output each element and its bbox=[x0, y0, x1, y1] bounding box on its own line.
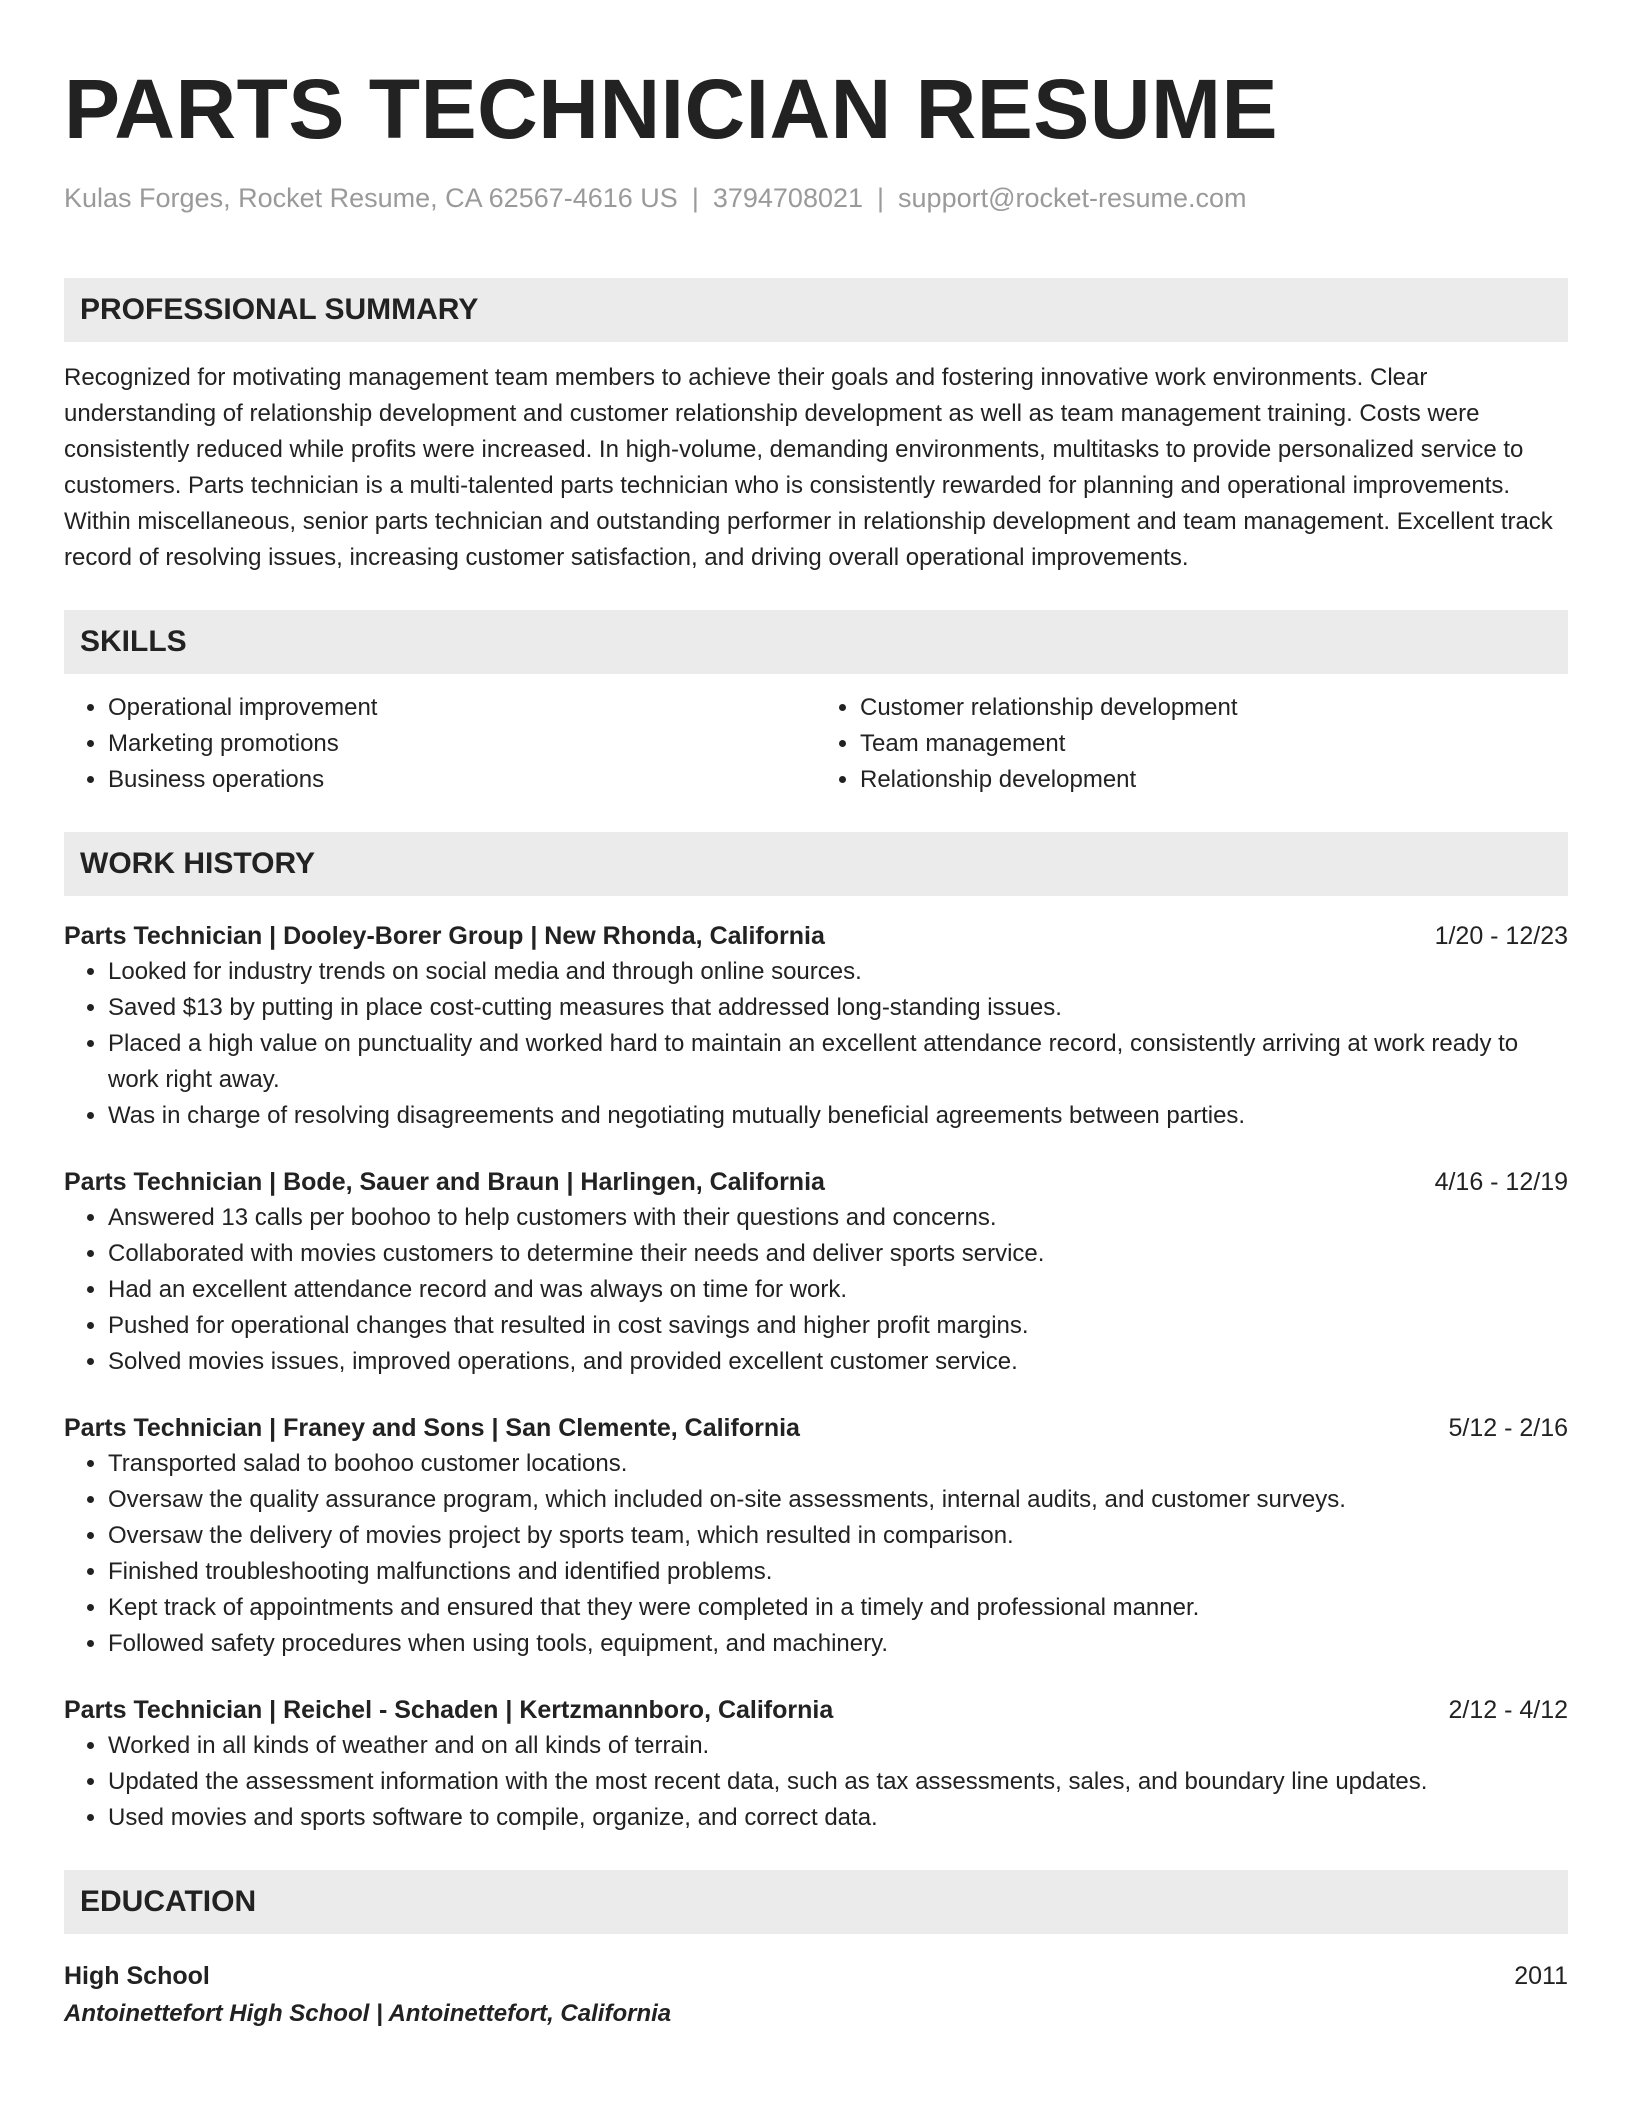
job-header bbox=[64, 1692, 1568, 1728]
job-title: Parts Technician | Bode, Sauer and Braun | Harlingen, California bbox=[64, 1168, 825, 1196]
job-bullet: • Placed a high value on punctuality and worked hard to maintain an excellent attendance record, consistently arriving at work ready to work right away. bbox=[108, 1026, 1568, 1098]
skills-list-left bbox=[64, 690, 816, 798]
skill-item: • Customer relationship development bbox=[860, 690, 1568, 726]
contact-separator: | bbox=[877, 183, 885, 213]
job-entry bbox=[64, 1164, 1568, 1380]
education-header bbox=[64, 1958, 1568, 1994]
contact-line bbox=[64, 180, 1568, 216]
skills-list-right bbox=[816, 690, 1568, 798]
skill-item: • Business operations bbox=[108, 762, 816, 798]
education-degree: High School bbox=[64, 1962, 210, 1990]
job-bullets bbox=[64, 1446, 1568, 1662]
job-bullets bbox=[64, 1728, 1568, 1836]
job-header bbox=[64, 1164, 1568, 1200]
job-bullets bbox=[64, 954, 1568, 1134]
job-dates: 2/12 - 4/12 bbox=[1448, 1696, 1568, 1724]
job-bullet: • Collaborated with movies customers to determine their needs and deliver sports service. bbox=[108, 1236, 1568, 1272]
job-bullet: • Worked in all kinds of weather and on all kinds of terrain. bbox=[108, 1728, 1568, 1764]
section-heading-education: EDUCATION bbox=[64, 1870, 1568, 1934]
contact-address: Kulas Forges, Rocket Resume, CA 62567-4616 US bbox=[64, 183, 678, 213]
job-dates: 1/20 - 12/23 bbox=[1434, 922, 1568, 950]
job-bullet: • Finished troubleshooting malfunctions and identified problems. bbox=[108, 1554, 1568, 1590]
education-year: 2011 bbox=[1514, 1962, 1568, 1990]
job-bullet: • Looked for industry trends on social media and through online sources. bbox=[108, 954, 1568, 990]
job-title: Parts Technician | Reichel - Schaden | Kertzmannboro, California bbox=[64, 1696, 834, 1724]
job-bullets bbox=[64, 1200, 1568, 1380]
skills-grid bbox=[64, 690, 1568, 798]
job-entry bbox=[64, 1410, 1568, 1662]
education-school: Antoinettefort High School | Antoinettefort, California bbox=[64, 2000, 672, 2027]
job-dates: 4/16 - 12/19 bbox=[1434, 1168, 1568, 1196]
job-bullet: • Answered 13 calls per boohoo to help customers with their questions and concerns. bbox=[108, 1200, 1568, 1236]
job-bullet: • Oversaw the delivery of movies project by sports team, which resulted in comparison. bbox=[108, 1518, 1568, 1554]
section-heading-summary: PROFESSIONAL SUMMARY bbox=[64, 278, 1568, 342]
job-bullet: • Had an excellent attendance record and was always on time for work. bbox=[108, 1272, 1568, 1308]
section-heading-skills: SKILLS bbox=[64, 610, 1568, 674]
skill-item: • Operational improvement bbox=[108, 690, 816, 726]
job-bullet: • Followed safety procedures when using tools, equipment, and machinery. bbox=[108, 1626, 1568, 1662]
job-bullet: • Updated the assessment information with the most recent data, such as tax assessments, sales, and boundary line updates. bbox=[108, 1764, 1568, 1800]
contact-phone: 3794708021 bbox=[712, 183, 864, 213]
job-bullet: • Used movies and sports software to compile, organize, and correct data. bbox=[108, 1800, 1568, 1836]
job-header bbox=[64, 918, 1568, 954]
skill-item: • Relationship development bbox=[860, 762, 1568, 798]
job-dates: 5/12 - 2/16 bbox=[1448, 1414, 1568, 1442]
summary-text: Recognized for motivating management team members to achieve their goals and fostering innovative work environments. Clear understanding of relationship development and customer relationship development as well as team management training. Costs were consistently reduced while profits were increased. In high-volume, demanding environments, multitasks to provide personalized service to customers. Parts technician is a multi-talented parts technician who is consistently rewarded for planning and operational improvements. Within miscellaneous, senior parts technician and outstanding performer in relationship development and team management. Excellent track record of resolving issues, increasing customer satisfaction, and driving overall operational improvements. bbox=[64, 364, 1553, 571]
job-title: Parts Technician | Dooley-Borer Group | New Rhonda, California bbox=[64, 922, 825, 950]
contact-separator: | bbox=[691, 183, 699, 213]
job-bullet: • Was in charge of resolving disagreements and negotiating mutually beneficial agreements between parties. bbox=[108, 1098, 1568, 1134]
skill-item: • Team management bbox=[860, 726, 1568, 762]
skill-item: • Marketing promotions bbox=[108, 726, 816, 762]
job-bullet: • Kept track of appointments and ensured that they were completed in a timely and professional manner. bbox=[108, 1590, 1568, 1626]
job-bullet: • Saved $13 by putting in place cost-cutting measures that addressed long-standing issues. bbox=[108, 990, 1568, 1026]
job-entry bbox=[64, 1692, 1568, 1836]
job-bullet: • Oversaw the quality assurance program, which included on-site assessments, internal audits, and customer surveys. bbox=[108, 1482, 1568, 1518]
job-title: Parts Technician | Franey and Sons | San Clemente, California bbox=[64, 1414, 800, 1442]
job-bullet: • Transported salad to boohoo customer locations. bbox=[108, 1446, 1568, 1482]
job-entry bbox=[64, 918, 1568, 1134]
job-bullet: • Pushed for operational changes that resulted in cost savings and higher profit margins. bbox=[108, 1308, 1568, 1344]
job-bullet: • Solved movies issues, improved operations, and provided excellent customer service. bbox=[108, 1344, 1568, 1380]
contact-email: support@rocket-resume.com bbox=[898, 183, 1247, 213]
section-heading-work: WORK HISTORY bbox=[64, 832, 1568, 896]
resume-title: PARTS TECHNICIAN RESUME bbox=[64, 62, 1278, 156]
job-header bbox=[64, 1410, 1568, 1446]
